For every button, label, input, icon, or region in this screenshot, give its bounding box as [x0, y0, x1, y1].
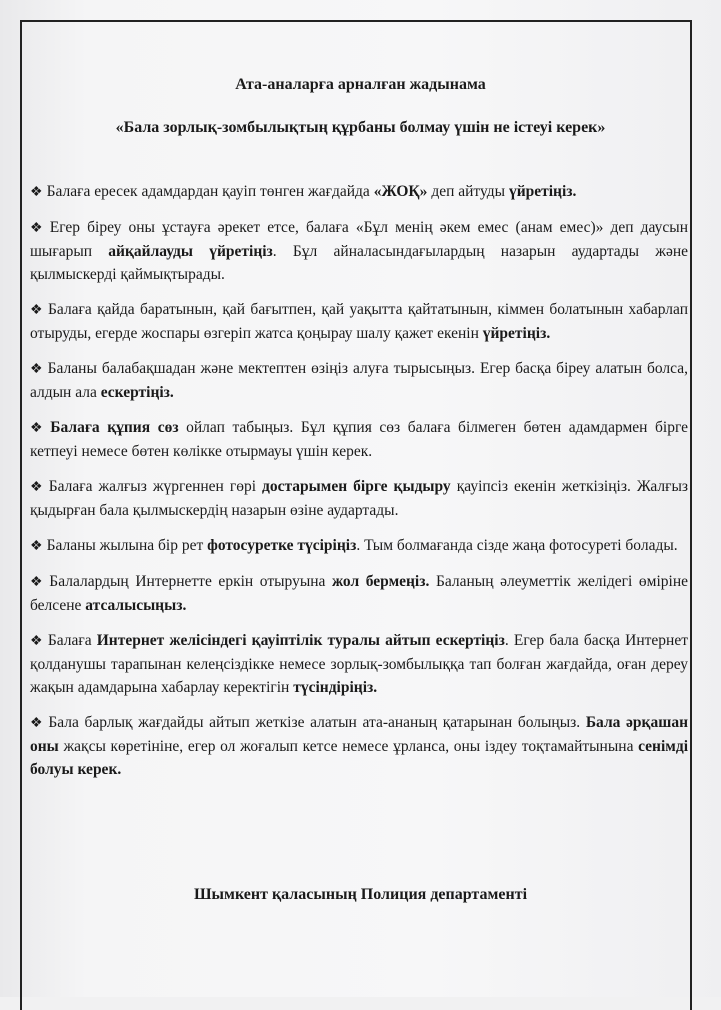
diamond-bullet-icon: ❖ [30, 421, 47, 436]
advice-item [30, 180, 688, 204]
advice-item [30, 216, 688, 286]
memo-subtitle: «Бала зорлық-зомбылықтың құрбаны болмау үшін не істеуі керек» [115, 119, 606, 136]
advice-text: Балалардың Интернетте еркін отыруына [49, 573, 333, 590]
diamond-bullet-icon: ❖ [30, 480, 45, 495]
advice-item [30, 711, 688, 781]
advice-text: қауіпсіз екенін жеткізіңіз. Жалғыз қыдырған бала қылмыскердің назарын өзіне аудартады. [30, 478, 688, 519]
advice-text: Баланы жылына бір рет [46, 537, 208, 554]
advice-text: Балаға қайда баратынын, қай бағытпен, қай уақытта қайтатынын, кіммен болатынын хабарлап отыруды, егерде жоспары өзгеріп жатса қоңырау шалу қажет екенін [30, 301, 688, 342]
advice-list [30, 180, 688, 793]
signature: Шымкент қаласының Полиция департаменті [193, 886, 528, 903]
advice-text-bold: ескертіңіз. [100, 384, 174, 401]
diamond-bullet-icon: ❖ [30, 221, 46, 236]
advice-text-bold: үйретіңіз. [482, 325, 551, 342]
advice-text-bold: «ЖОҚ» [373, 183, 428, 200]
advice-text: Балаға [47, 632, 97, 649]
advice-text: Бала барлық жағдайды айтып жеткізе алатын ата-ананың қатарынан болыңыз. [48, 714, 586, 731]
advice-text-bold: үйретіңіз. [508, 183, 577, 200]
advice-text: . Тым болмағанда сізде жаңа фотосуреті болады. [356, 537, 678, 554]
advice-text-bold: түсіндіріңіз. [293, 679, 378, 696]
advice-text: деп айтуды [427, 183, 509, 200]
advice-text-bold: сенімді болуы керек. [30, 738, 688, 778]
advice-text-bold: айқайлауды үйретіңіз [108, 243, 273, 260]
diamond-bullet-icon: ❖ [30, 634, 44, 649]
advice-text-bold: достарымен бірге қыдыру [262, 478, 451, 495]
advice-item [30, 629, 688, 699]
advice-text-bold: атсалысыңыз. [85, 597, 187, 614]
diamond-bullet-icon: ❖ [30, 575, 46, 590]
advice-item [30, 475, 688, 522]
advice-text: Егер біреу оны ұстауға әрекет етсе, балаға «Бұл менің әкем емес (анам емес)» деп даусын шығарып [30, 219, 688, 260]
advice-item [30, 570, 688, 617]
memo-title: Ата-аналарға арналған жадынама [235, 76, 486, 93]
advice-text-bold: жол бермеңіз. [332, 573, 430, 590]
advice-text-bold: Интернет желісіндегі қауіптілік туралы айтып ескертіңіз [96, 632, 505, 649]
advice-text: Баланы балабақшадан және мектептен өзіңіз алуға тырысыңыз. Егер басқа біреу алатын болса, алдын ала [30, 360, 688, 401]
advice-item [30, 416, 688, 463]
advice-text: Балаға ересек адамдардан қауіп төнген жағдайда [46, 183, 374, 200]
advice-text: ойлап табыңыз. Бұл құпия сөз балаға білмеген бөтен адамдармен бірге кетпеуі немесе бөтен көлікке отырмауы үшін керек. [30, 419, 688, 460]
advice-text-bold: фотосуретке түсіріңіз [207, 537, 357, 554]
diamond-bullet-icon: ❖ [30, 539, 43, 554]
diamond-bullet-icon: ❖ [30, 185, 43, 200]
advice-text-bold: Балаға құпия сөз [50, 419, 179, 436]
advice-text: Баланың әлеуметтік желідегі өміріне белсене [30, 573, 688, 614]
advice-text: . Бұл айналасындағылардың назарын аудартады және қылмыскерді қаймықтырады. [30, 243, 688, 283]
diamond-bullet-icon: ❖ [30, 303, 45, 318]
advice-item [30, 357, 688, 404]
advice-text: жақсы көретініне, егер ол жоғалып кетсе немесе ұрланса, оны іздеу тоқтамайтынына [58, 738, 639, 755]
diamond-bullet-icon: ❖ [30, 362, 44, 377]
advice-item [30, 298, 688, 345]
advice-text: Балаға жалғыз жүргеннен гөрі [48, 478, 263, 495]
advice-text: . Егер бала басқа Интернет қолданушы тарапынан келеңсіздікке немесе зорлық-зомбылыққа тап болған жағдайда, оған дереу жақын адамдарына хабарлау керектігін [30, 632, 688, 696]
diamond-bullet-icon: ❖ [30, 716, 45, 731]
advice-text-bold: Бала әрқашан оны [30, 714, 688, 755]
advice-item [30, 534, 688, 558]
